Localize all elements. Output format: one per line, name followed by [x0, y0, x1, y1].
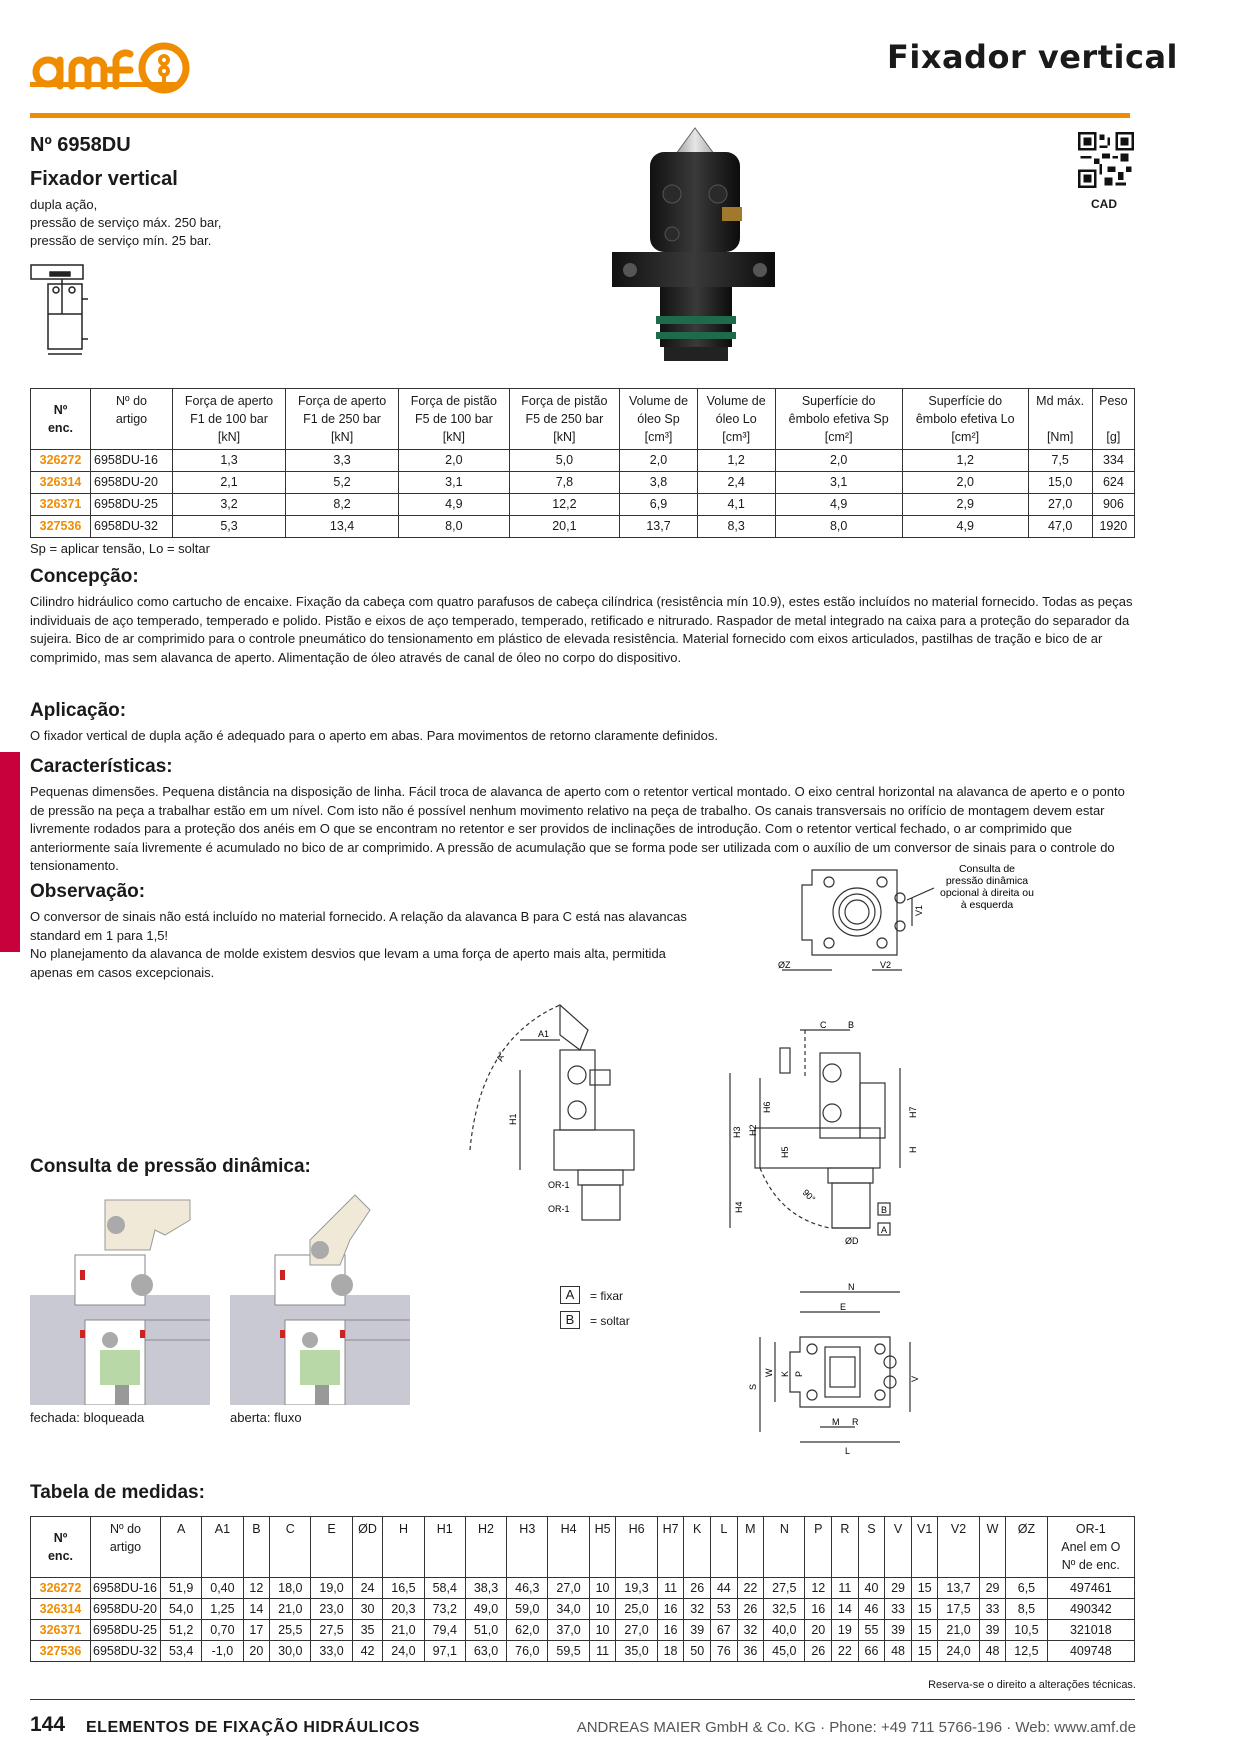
footer-section-name: ELEMENTOS DE FIXAÇÃO HIDRÁULICOS [86, 1719, 420, 1736]
article-number-cell: 6958DU-16 [91, 1578, 161, 1599]
dim-label-s: S [748, 1383, 758, 1390]
dim-label-h: H [908, 1146, 918, 1153]
spec-cell: 3,2 [173, 494, 286, 516]
order-number-link[interactable]: 327536 [31, 516, 91, 538]
dims-cell: 97,1 [424, 1641, 465, 1662]
dims-cell: 33 [979, 1599, 1006, 1620]
dims-cell: 51,0 [465, 1620, 506, 1641]
article-number-cell: 6958DU-16 [91, 450, 173, 472]
dims-cell: 0,70 [202, 1620, 243, 1641]
dims-cell: 10,5 [1006, 1620, 1047, 1641]
dims-cell: 20 [243, 1641, 270, 1662]
dim-label-e: E [840, 1302, 847, 1312]
dims-cell: 27,5 [311, 1620, 352, 1641]
dims-cell: 39 [979, 1620, 1006, 1641]
dims-cell: 497461 [1047, 1578, 1134, 1599]
dim-label-a1: A1 [538, 1029, 550, 1039]
spec-cell: 2,4 [697, 472, 775, 494]
dim-label-90: 90° [800, 1187, 818, 1205]
dims-cell: 51,2 [161, 1620, 202, 1641]
dims-cell: 40,0 [764, 1620, 805, 1641]
dims-col-header: K [684, 1517, 711, 1578]
spec-cell: 1920 [1092, 516, 1134, 538]
dims-cell: 51,9 [161, 1578, 202, 1599]
dim-label-h4: H4 [734, 1201, 744, 1213]
dims-cell: 21,0 [383, 1620, 424, 1641]
dims-cell: 16 [657, 1599, 684, 1620]
dim-label-v: V [910, 1375, 920, 1382]
closed-state-drawing [30, 1190, 210, 1405]
page-title: Fixador vertical [886, 38, 1178, 76]
dims-cell: 24 [352, 1578, 383, 1599]
dims-col-header: M [737, 1517, 764, 1578]
dims-col-header: S [858, 1517, 885, 1578]
dims-col-header: E [311, 1517, 352, 1578]
dims-cell: 73,2 [424, 1599, 465, 1620]
spec-cell: 5,3 [173, 516, 286, 538]
dims-cell: 76 [711, 1641, 738, 1662]
dim-label-n: N [848, 1282, 855, 1292]
spec-cell: 27,0 [1028, 494, 1092, 516]
dims-cell: 66 [858, 1641, 885, 1662]
dims-col-header: H [383, 1517, 424, 1578]
caption-open: aberta: fluxo [230, 1410, 302, 1425]
dim-label-m: M [832, 1417, 840, 1427]
dims-cell: 32 [684, 1599, 711, 1620]
chapter-tab [0, 752, 20, 952]
dim-label-oz: ØZ [778, 960, 791, 970]
dimensions-table [30, 1516, 1135, 1662]
dims-col-header: R [832, 1517, 859, 1578]
order-number-link[interactable]: 326272 [31, 450, 91, 472]
col-weight: Peso [g] [1092, 389, 1134, 450]
dims-cell: 22 [737, 1578, 764, 1599]
dim-label-h7: H7 [908, 1106, 918, 1118]
dims-col-header: H7 [657, 1517, 684, 1578]
spec-cell: 8,2 [286, 494, 399, 516]
dims-cell: 16,5 [383, 1578, 424, 1599]
col-clamp-250: Força de aperto F1 de 250 bar [kN] [286, 389, 399, 450]
spec-table-row [31, 494, 1135, 516]
dims-cell: 53 [711, 1599, 738, 1620]
spec-cell: 4,9 [775, 494, 902, 516]
dims-col-header: N [764, 1517, 805, 1578]
spec-cell: 3,1 [399, 472, 510, 494]
dim-label-v2: V2 [880, 960, 892, 970]
dims-cell: 321018 [1047, 1620, 1134, 1641]
dims-cell: 29 [979, 1578, 1006, 1599]
spec-cell: 20,1 [509, 516, 620, 538]
dim-label-h1: H1 [508, 1113, 518, 1125]
section-title-consulta: Consulta de pressão dinâmica: [30, 1156, 311, 1177]
legend-text-b: = soltar [590, 1314, 630, 1328]
col-md-max: Md máx. [Nm] [1028, 389, 1092, 450]
spec-cell: 7,8 [509, 472, 620, 494]
dims-cell: 25,0 [616, 1599, 657, 1620]
col-area-sp: Superfície do êmbolo efetiva Sp [cm²] [775, 389, 902, 450]
dim-label-h5: H5 [780, 1146, 790, 1158]
svg-text:amf: amf [30, 38, 32, 39]
dims-cell: 25,5 [270, 1620, 311, 1641]
dims-col-header: H2 [465, 1517, 506, 1578]
dim-label-d: ØD [845, 1236, 859, 1246]
spec-cell: 2,0 [902, 472, 1028, 494]
dims-cell: 12,5 [1006, 1641, 1047, 1662]
cad-label[interactable]: CAD [1091, 197, 1117, 211]
dims-cell: 6,5 [1006, 1578, 1047, 1599]
spec-table-note: Sp = aplicar tensão, Lo = soltar [30, 541, 210, 556]
dims-cell: 27,0 [616, 1620, 657, 1641]
dim-label-r: R [852, 1417, 859, 1427]
dims-col-header: Nº enc. [31, 1517, 91, 1578]
dims-cell: 26 [684, 1578, 711, 1599]
dims-cell: 10 [589, 1620, 616, 1641]
legend-text-a: = fixar [590, 1289, 624, 1303]
dims-cell: 26 [737, 1599, 764, 1620]
open-state-drawing [230, 1190, 410, 1405]
front-view-drawing [720, 1018, 940, 1258]
bottom-view-drawing [740, 1282, 940, 1467]
spec-cell: 2,0 [399, 450, 510, 472]
article-number-cell: 6958DU-32 [91, 1641, 161, 1662]
dims-cell: 46,3 [507, 1578, 548, 1599]
side-view-drawing [460, 1000, 680, 1235]
dims-col-header: V [885, 1517, 912, 1578]
order-number-link[interactable]: 327536 [31, 1641, 91, 1662]
dims-cell: 59,5 [548, 1641, 589, 1662]
dims-cell: 59,0 [507, 1599, 548, 1620]
dims-col-header: P [805, 1517, 832, 1578]
dims-header-row [31, 1517, 1135, 1578]
col-area-lo: Superfície do êmbolo efetiva Lo [cm²] [902, 389, 1028, 450]
spec-cell: 8,3 [697, 516, 775, 538]
spec-cell: 4,9 [399, 494, 510, 516]
dims-cell: 53,4 [161, 1641, 202, 1662]
dim-label-aa: A [881, 1225, 888, 1235]
dim-label-h2: H2 [748, 1124, 758, 1136]
dims-cell: 67 [711, 1620, 738, 1641]
dims-cell: 11 [589, 1641, 616, 1662]
dim-label-or1: OR-1 [548, 1204, 570, 1214]
spec-table-row [31, 516, 1135, 538]
dims-cell: 14 [832, 1599, 859, 1620]
dims-cell: 39 [684, 1620, 711, 1641]
spec-table-row [31, 472, 1135, 494]
dims-cell: 29 [885, 1578, 912, 1599]
dim-label-b: B [848, 1020, 855, 1030]
dims-cell: 24,0 [938, 1641, 979, 1662]
spec-cell: 2,1 [173, 472, 286, 494]
product-number: Nº 6958DU [30, 134, 131, 156]
amf-logo [30, 38, 220, 96]
dims-cell: 30,0 [270, 1641, 311, 1662]
dims-cell: 40 [858, 1578, 885, 1599]
col-oil-lo: Volume de óleo Lo [cm³] [697, 389, 775, 450]
spec-cell: 47,0 [1028, 516, 1092, 538]
dims-col-header: A [161, 1517, 202, 1578]
spec-cell: 906 [1092, 494, 1134, 516]
dims-cell: 20 [805, 1620, 832, 1641]
dim-label-bb: B [881, 1205, 888, 1215]
dims-cell: 37,0 [548, 1620, 589, 1641]
dims-table-row [31, 1620, 1135, 1641]
dims-cell: 33 [885, 1599, 912, 1620]
dims-cell: 48 [979, 1641, 1006, 1662]
dims-cell: 79,4 [424, 1620, 465, 1641]
dims-cell: 409748 [1047, 1641, 1134, 1662]
dims-cell: 34,0 [548, 1599, 589, 1620]
desc-line: pressão de serviço mín. 25 bar. [30, 233, 212, 248]
dims-cell: 15 [911, 1578, 938, 1599]
dims-cell: 38,3 [465, 1578, 506, 1599]
dims-col-header: H6 [616, 1517, 657, 1578]
top-view-drawing [772, 860, 1042, 990]
dims-cell: 12 [805, 1578, 832, 1599]
section-text-concepcao: Cilindro hidráulico como cartucho de encaixe. Fixação da cabeça com quatro parafusos de cabeça cilíndrica (resistência mín 10.9), estes estão incluídos no material fornecido. Todas as peças individuais de aço temperado, temperado e polido. Pistão e eixos de aço temperado, temperado, retificado e nitrurado. Raspador de metal integrado na caixa para a proteção do separador da sujeira. Bico de ar comprimido para o controle pneumático do tensionamento em plástico de elevada resistência. Material fornecido com eixos articulados, pastilhas de tração e bico de ar comprimido, mas sem alavanca de aperto. Alimentação de óleo através de canal de óleo no corpo do dispositivo. [30, 594, 1133, 665]
dims-cell: 32 [737, 1620, 764, 1641]
dims-col-header: C [270, 1517, 311, 1578]
dims-cell: 58,4 [424, 1578, 465, 1599]
spec-cell: 15,0 [1028, 472, 1092, 494]
dims-cell: 20,3 [383, 1599, 424, 1620]
dims-cell: 45,0 [764, 1641, 805, 1662]
product-description [30, 196, 222, 250]
hydraulic-symbol-icon [30, 264, 95, 360]
dims-table-row [31, 1641, 1135, 1662]
dims-cell: 16 [805, 1599, 832, 1620]
dims-cell: 50 [684, 1641, 711, 1662]
dim-label-h3: H3 [732, 1126, 742, 1138]
dims-cell: 17 [243, 1620, 270, 1641]
dims-cell: 18 [657, 1641, 684, 1662]
spec-cell: 13,7 [620, 516, 698, 538]
spec-cell: 1,3 [173, 450, 286, 472]
desc-line: dupla ação, [30, 197, 98, 212]
legend-key-a: A [560, 1286, 580, 1304]
dims-col-header: OR-1 Anel em O Nº de enc. [1047, 1517, 1134, 1578]
dims-col-header: H5 [589, 1517, 616, 1578]
col-article: Nº do artigo [91, 389, 173, 450]
dims-cell: 18,0 [270, 1578, 311, 1599]
dims-cell: 17,5 [938, 1599, 979, 1620]
dims-col-header: H4 [548, 1517, 589, 1578]
spec-cell: 3,8 [620, 472, 698, 494]
dims-col-header: H1 [424, 1517, 465, 1578]
dims-cell: 19 [832, 1620, 859, 1641]
spec-header-row [31, 389, 1135, 450]
dims-table-row [31, 1599, 1135, 1620]
dims-cell: 19,3 [616, 1578, 657, 1599]
callout-line: opcional à direita ou [940, 887, 1034, 899]
spec-cell: 2,9 [902, 494, 1028, 516]
page-number: 144 [30, 1713, 66, 1736]
dims-cell: 24,0 [383, 1641, 424, 1662]
dim-label-p: P [794, 1370, 804, 1377]
dims-cell: 39 [885, 1620, 912, 1641]
order-number-link[interactable]: 326272 [31, 1578, 91, 1599]
dim-label-c: C [820, 1020, 827, 1030]
dims-cell: 42 [352, 1641, 383, 1662]
dims-cell: 8,5 [1006, 1599, 1047, 1620]
dims-cell: 35,0 [616, 1641, 657, 1662]
spec-cell: 6,9 [620, 494, 698, 516]
col-piston-100: Força de pistão F5 de 100 bar [kN] [399, 389, 510, 450]
col-clamp-100: Força de aperto F1 de 100 bar [kN] [173, 389, 286, 450]
dims-cell: 23,0 [311, 1599, 352, 1620]
dims-cell: 30 [352, 1599, 383, 1620]
section-title-caracteristicas: Características: [30, 756, 173, 777]
dims-cell: 15 [911, 1599, 938, 1620]
section-title-medidas: Tabela de medidas: [30, 1482, 205, 1503]
dims-cell: 14 [243, 1599, 270, 1620]
qr-code-icon[interactable] [1078, 132, 1134, 188]
spec-cell: 2,0 [620, 450, 698, 472]
spec-cell: 4,1 [697, 494, 775, 516]
spec-cell: 13,4 [286, 516, 399, 538]
dims-col-header: W [979, 1517, 1006, 1578]
callout-line: pressão dinâmica [945, 875, 1029, 887]
spec-cell: 1,2 [697, 450, 775, 472]
section-title-concepcao: Concepção: [30, 566, 139, 587]
dim-label-a: A° [494, 1050, 508, 1063]
spec-cell: 8,0 [775, 516, 902, 538]
dims-cell: -1,0 [202, 1641, 243, 1662]
dims-cell: 62,0 [507, 1620, 548, 1641]
dims-col-header: V1 [911, 1517, 938, 1578]
dims-cell: 15 [911, 1620, 938, 1641]
reserve-note: Reserva-se o direito a alterações técnicas. [928, 1679, 1136, 1691]
legend-key-b: B [560, 1311, 580, 1329]
dim-label-or1: OR-1 [548, 1180, 570, 1190]
order-number-link[interactable]: 326314 [31, 472, 91, 494]
col-oil-sp: Volume de óleo Sp [cm³] [620, 389, 698, 450]
spec-cell: 5,2 [286, 472, 399, 494]
spec-cell: 7,5 [1028, 450, 1092, 472]
dims-col-header: A1 [202, 1517, 243, 1578]
order-number-link[interactable]: 326371 [31, 1620, 91, 1641]
dims-col-header: ØD [352, 1517, 383, 1578]
dims-col-header: L [711, 1517, 738, 1578]
dims-col-header: V2 [938, 1517, 979, 1578]
col-piston-250: Força de pistão F5 de 250 bar [kN] [509, 389, 620, 450]
spec-cell: 12,2 [509, 494, 620, 516]
desc-line: pressão de serviço máx. 250 bar, [30, 215, 222, 230]
section-text-aplicacao: O fixador vertical de dupla ação é adequado para o aperto em abas. Para movimentos de retorno claramente definidos. [30, 728, 718, 743]
article-number-cell: 6958DU-20 [91, 472, 173, 494]
dims-cell: 11 [657, 1578, 684, 1599]
dims-cell: 0,40 [202, 1578, 243, 1599]
dims-cell: 33,0 [311, 1641, 352, 1662]
footer-divider [30, 1699, 1135, 1700]
specification-table [30, 388, 1135, 538]
dims-cell: 54,0 [161, 1599, 202, 1620]
dims-cell: 11 [832, 1578, 859, 1599]
dims-cell: 10 [589, 1578, 616, 1599]
order-number-link[interactable]: 326314 [31, 1599, 91, 1620]
dims-cell: 76,0 [507, 1641, 548, 1662]
spec-cell: 8,0 [399, 516, 510, 538]
spec-cell: 5,0 [509, 450, 620, 472]
dims-cell: 44 [711, 1578, 738, 1599]
dims-cell: 63,0 [465, 1641, 506, 1662]
col-order-no: Nº enc. [31, 389, 91, 450]
dims-cell: 35 [352, 1620, 383, 1641]
spec-cell: 624 [1092, 472, 1134, 494]
section-title-observacao: Observação: [30, 881, 146, 902]
dims-col-header: ØZ [1006, 1517, 1047, 1578]
dims-cell: 19,0 [311, 1578, 352, 1599]
dim-label-w: W [764, 1368, 774, 1377]
article-number-cell: 6958DU-25 [91, 1620, 161, 1641]
header-divider [30, 113, 1130, 118]
section-text-caracteristicas: Pequenas dimensões. Pequena distância na disposição de linha. Fácil troca de alavanca de aperto com o retentor vertical montado. O eixo central horizontal na alavanca de aperto e o ponto de pressão na peça a trabalhar estão em um nível. Com isto não é possível nenhum movimento relativo na peça de trabalho. Os canais transversais no orifício de montagem devem estar livremente rodados para a proteção dos anéis em O que se encontram no retentor e ser providos de inclinações de introdução. Com o retentor vertical fechado, o ar comprimido que anteriormente saía livremente é acumulado no bico de ar comprimido. A pressão de acumulação que se forma pode ser utilizada com o auxílio de um conversor de sinais para o controle do tensionamento. [30, 784, 1125, 873]
dims-cell: 15 [911, 1641, 938, 1662]
dim-label-v1: V1 [914, 904, 924, 916]
dims-cell: 10 [589, 1599, 616, 1620]
section-title-aplicacao: Aplicação: [30, 700, 127, 721]
product-photo [600, 122, 785, 372]
dims-cell: 32,5 [764, 1599, 805, 1620]
dims-cell: 27,5 [764, 1578, 805, 1599]
dims-cell: 16 [657, 1620, 684, 1641]
spec-cell: 3,1 [775, 472, 902, 494]
dims-cell: 490342 [1047, 1599, 1134, 1620]
caption-closed: fechada: bloqueada [30, 1410, 145, 1425]
spec-table-row [31, 450, 1135, 472]
dim-label-h6: H6 [762, 1101, 772, 1113]
dims-col-header: Nº do artigo [91, 1517, 161, 1578]
dims-cell: 13,7 [938, 1578, 979, 1599]
dims-cell: 22 [832, 1641, 859, 1662]
article-number-cell: 6958DU-25 [91, 494, 173, 516]
dims-cell: 1,25 [202, 1599, 243, 1620]
dims-cell: 46 [858, 1599, 885, 1620]
dim-label-k: K [780, 1370, 790, 1377]
article-number-cell: 6958DU-32 [91, 516, 173, 538]
dims-cell: 55 [858, 1620, 885, 1641]
dims-cell: 26 [805, 1641, 832, 1662]
dim-label-l: L [845, 1446, 851, 1456]
product-name: Fixador vertical [30, 168, 178, 190]
order-number-link[interactable]: 326371 [31, 494, 91, 516]
dims-col-header: B [243, 1517, 270, 1578]
dims-cell: 27,0 [548, 1578, 589, 1599]
article-number-cell: 6958DU-20 [91, 1599, 161, 1620]
dims-cell: 49,0 [465, 1599, 506, 1620]
spec-cell: 334 [1092, 450, 1134, 472]
spec-cell: 2,0 [775, 450, 902, 472]
dims-cell: 12 [243, 1578, 270, 1599]
dims-table-row [31, 1578, 1135, 1599]
dims-cell: 21,0 [270, 1599, 311, 1620]
footer-company-info: ANDREAS MAIER GmbH & Co. KG · Phone: +49 711 5766-196 · Web: www.amf.de [576, 1719, 1136, 1736]
dims-cell: 21,0 [938, 1620, 979, 1641]
dims-cell: 48 [885, 1641, 912, 1662]
spec-cell: 3,3 [286, 450, 399, 472]
callout-line: à esquerda [960, 899, 1014, 911]
dims-cell: 36 [737, 1641, 764, 1662]
spec-cell: 4,9 [902, 516, 1028, 538]
callout-line: Consulta de [958, 863, 1016, 875]
section-text-observacao: O conversor de sinais não está incluído no material fornecido. A relação da alavanca B para C está nas alavancas standard em 1 para 1,5! No planejamento da alavanca de molde existem desvios que levam a uma força de aperto mais alta, permitida apenas em casos excepcionais. [30, 909, 687, 980]
dims-col-header: H3 [507, 1517, 548, 1578]
spec-cell: 1,2 [902, 450, 1028, 472]
